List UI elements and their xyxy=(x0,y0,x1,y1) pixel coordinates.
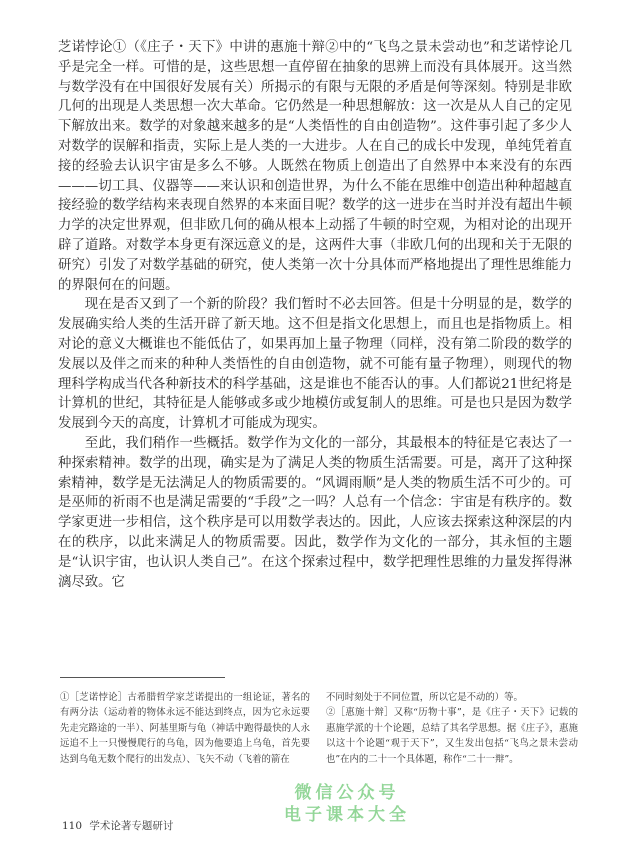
watermark xyxy=(262,782,432,826)
paragraph-1: 芝诺悖论①（《庄子・天下》中讲的惠施十辩②中的“飞鸟之景未尝动也”和芝诺悖论几乎是完全一样。可惜的是，这些思想一直停留在抽象的思辨上而没有具体展开。这当然与数学没有在中国很好发展有关）所揭示的有限与无限的矛盾是何等深刻。特别是非欧几何的出现是人类思想一次大革命。它仍然是一种思想解放：这一次是从人自己的定见下解放出来。数学的对象越来越多的是“人类悟性的自由创造物”。这件事引起了多少人对数学的误解和指责，实际上是人类的一大进步。人在自己的成长中发现，单纯凭着直接的经验去认识宇宙是多么不够。人既然在物质上创造出了自然界中本来没有的东西———切工具、仪器等——来认识和创造世界，为什么不能在思维中创造出种种超越直接经验的数学结构来表现自然界的本来面目呢？数学的这一进步在当时并没有超出牛顿力学的决定世界观，但非欧几何的确从根本上动摇了牛顿的时空观，为相对论的出现开辟了道路。对数学本身更有深远意义的是，这两件大事（非欧几何的出现和关于无限的研究）引发了对数学基础的研究，使人类第一次十分具体而严格地提出了理性思维能力的界限何在的问题。 xyxy=(58,40,572,293)
watermark-line-1: 微信公众号 xyxy=(294,783,400,803)
footnote-left-column: ①［芝诺悖论］古希腊哲学家芝诺提出的一组论证，著名的有两分法（运动着的物体永远不能达到终点，因为它永远要先走完路途的一半）、阿基里斯与龟（神话中跑得最快的人永远追不上一只慢慢爬行的乌龟，因为他要追上乌龟，首先要达到乌龟无数个爬行的出发点）、飞矢不动（飞着的箭在 xyxy=(60,692,310,765)
footnote-divider xyxy=(60,677,225,678)
paragraph-2: 现在是否又到了一个新的阶段？我们暂时不必去回答。但是十分明显的是，数学的发展确实给人类的生活开辟了新天地。这不但是指文化思想上，而且也是指物质上。相对论的意义大概谁也不能低估了，如果再加上量子物理（同样，没有第二阶段的数学的发展以及伴之而来的种种人类悟性的自由创造物，就不可能有量子物理），则现代的物理科学构成当代各种新技术的科学基础，这是谁也不能否认的事。人们都说21世纪将是计算机的世纪，其特征是人能够或多或少地模仿或复制人的思维。可是也只是因为数学发展到今天的高度，计算机才可能成为现实。 xyxy=(58,297,572,432)
footnote-right-column: 不同时刻处于不同位置，所以它是不动的）等。 ②［惠施十辩］又称“历物十事”，是《庄子・天下》记载的惠施学派的十个论题，总结了其名学思想。据《庄子》，惠施以这十个论题“观于天下”，又生发出包括“飞鸟之景未尝动也”在内的二十一个具体题，称作“二十一辩”。 xyxy=(326,692,578,765)
page-number: 110 xyxy=(62,820,83,832)
watermark-line-2: 电子课本大全 xyxy=(284,805,410,825)
page-footer xyxy=(62,818,173,833)
paragraph-3: 至此，我们稍作一些概括。数学作为文化的一部分，其最根本的特征是它表达了一种探索精神。数学的出现，确实是为了满足人类的物质生活需要。可是，离开了这种探索精神，数学是无法满足人的物质需要的。“风调雨顺”是人类的物质生活不可少的。可是巫师的祈雨不也是满足需要的“手段”之一吗？人总有一个信念：宇宙是有秩序的。数学家更进一步相信，这个秩序是可以用数学表达的。因此，人应该去探索这种深层的内在的秩序，以此来满足人的物质需要。因此，数学作为文化的一部分，其永恒的主题是“认识宇宙，也认识人类自己”。在这个探索过程中，数学把理性思维的力量发挥得淋漓尽致。它 xyxy=(58,435,572,590)
book-title: 学术论著专题研讨 xyxy=(89,820,174,832)
main-text xyxy=(58,38,572,592)
